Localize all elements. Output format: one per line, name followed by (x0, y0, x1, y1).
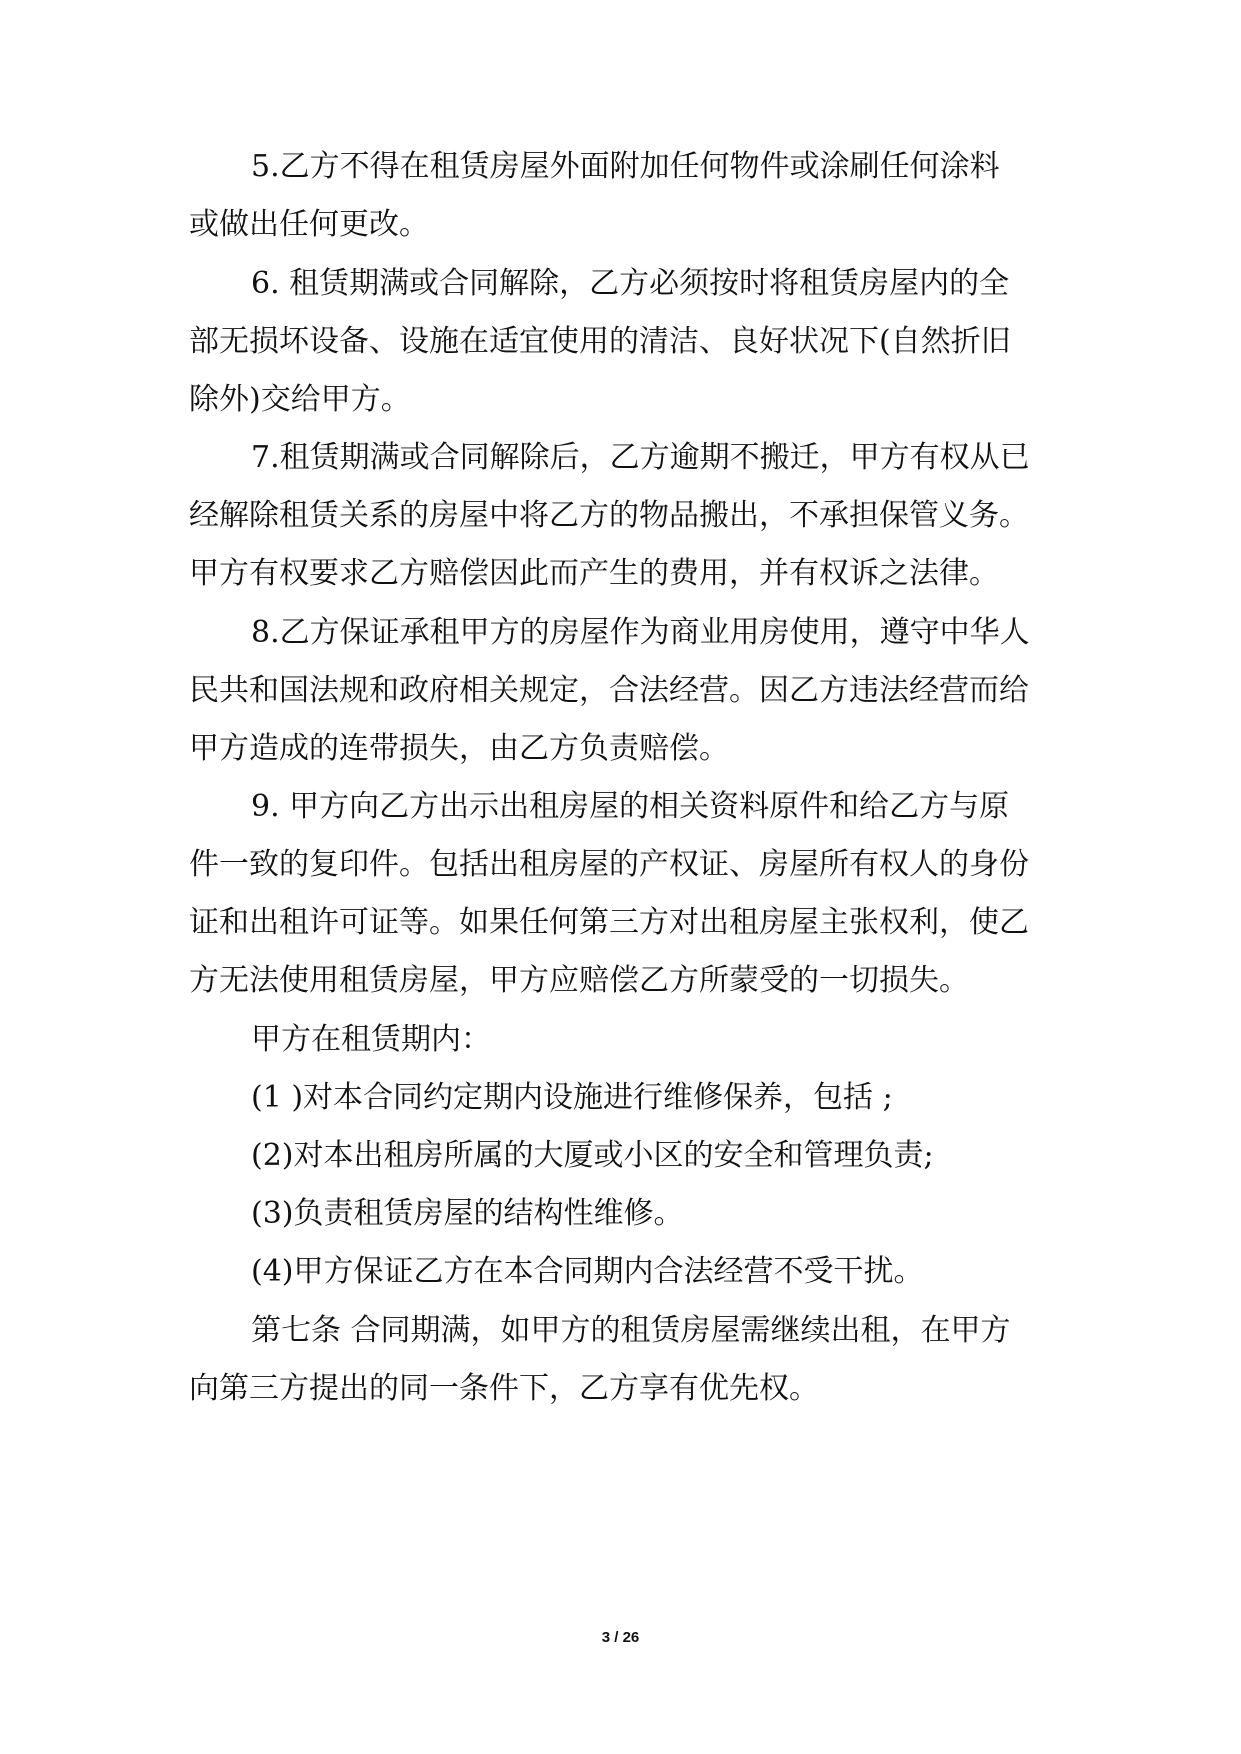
clause-9-line-4: 方无法使用租赁房屋，甲方应赔偿乙方所蒙受的一切损失。 (189, 963, 969, 998)
clause-9-line-3: 证和出租许可证等。如果任何第三方对出租房屋主张权利，使乙 (189, 905, 1029, 940)
article-7-line-2: 向第三方提出的同一条件下，乙方享有优先权。 (189, 1371, 819, 1406)
clause-7-line-2: 经解除租赁关系的房屋中将乙方的物品搬出，不承担保管义务。 (189, 498, 1029, 533)
party-a-item-3: (3)负责租赁房屋的结构性维修。 (251, 1196, 684, 1231)
clause-9-line-2: 件一致的复印件。包括出租房屋的产权证、房屋所有权人的身份 (189, 847, 1029, 882)
clause-6-line-3: 除外)交给甲方。 (189, 382, 411, 417)
clause-7-line-1: 7.租赁期满或合同解除后，乙方逾期不搬迁，甲方有权从已 (251, 440, 1030, 475)
clause-6-line-2: 部无损坏设备、设施在适宜使用的清洁、良好状况下(自然折旧 (189, 324, 1011, 359)
clause-7-line-3: 甲方有权要求乙方赔偿因此而产生的费用，并有权诉之法律。 (189, 556, 999, 591)
article-7-line-1: 第七条 合同期满，如甲方的租赁房屋需继续出租，在甲方 (251, 1313, 1011, 1348)
clause-5-line-2: 或做出任何更改。 (189, 207, 429, 242)
party-a-heading: 甲方在租赁期内： (251, 1022, 491, 1057)
clause-5-line-1: 5.乙方不得在租赁房屋外面附加任何物件或涂刷任何涂料 (251, 149, 1000, 184)
clause-8-line-3: 甲方造成的连带损失，由乙方负责赔偿。 (189, 731, 729, 766)
clause-6-line-1: 6. 租赁期满或合同解除，乙方必须按时将租赁房屋内的全 (251, 266, 1010, 301)
party-a-item-1: (1 )对本合同约定期内设施进行维修保养，包括 ; (251, 1080, 893, 1115)
party-a-item-4: (4)甲方保证乙方在本合同期内合法经营不受干扰。 (251, 1254, 924, 1289)
clause-8-line-1: 8.乙方保证承租甲方的房屋作为商业用房使用，遵守中华人 (251, 615, 1030, 650)
page-number: 3 / 26 (601, 1629, 640, 1646)
clause-9-line-1: 9. 甲方向乙方出示出租房屋的相关资料原件和给乙方与原 (251, 789, 1010, 824)
clause-8-line-2: 民共和国法规和政府相关规定，合法经营。因乙方违法经营而给 (189, 673, 1029, 708)
party-a-item-2: (2)对本出租房所属的大厦或小区的安全和管理负责; (251, 1138, 934, 1173)
